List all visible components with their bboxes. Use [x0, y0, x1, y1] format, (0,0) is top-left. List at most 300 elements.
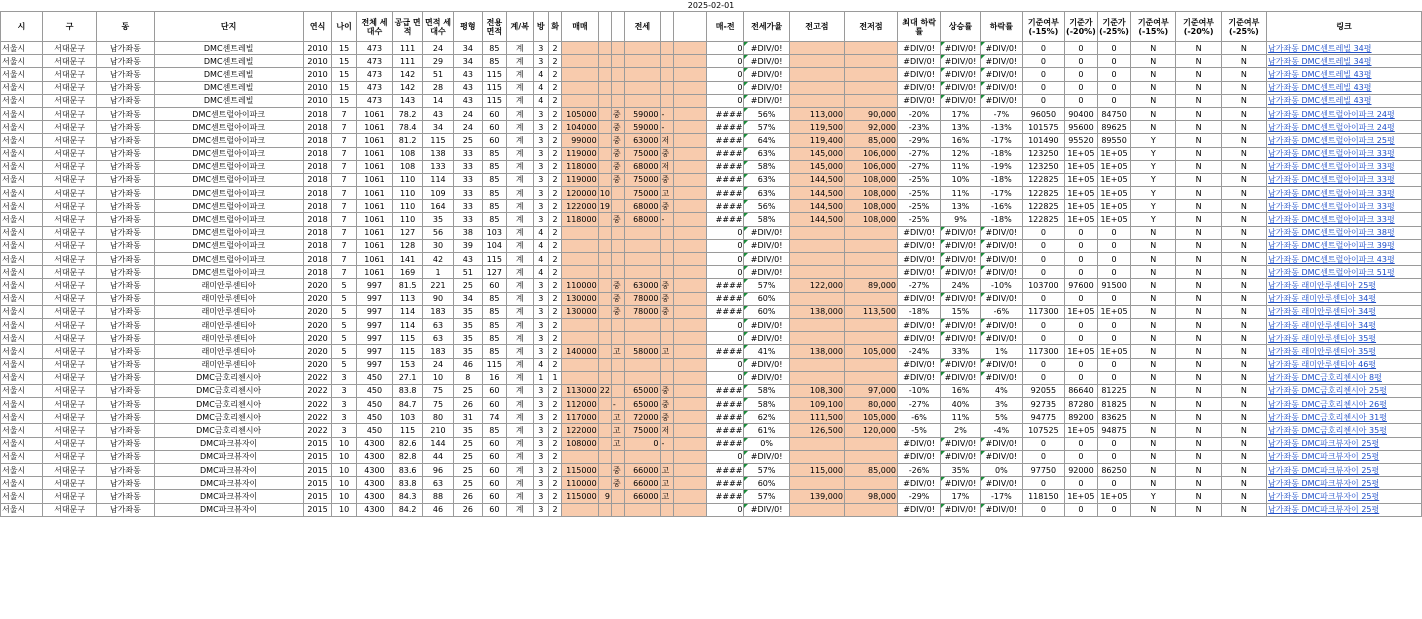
cell-type[interactable]: 계	[506, 437, 533, 450]
cell-f25[interactable]: N	[1221, 213, 1266, 226]
cell-units[interactable]: 1061	[356, 226, 392, 239]
listing-link[interactable]: 남가좌동 DMC센트럴아이파크 33평	[1267, 187, 1422, 200]
cell-year[interactable]: 2020	[303, 292, 332, 305]
cell-gap[interactable]: ####	[706, 384, 744, 397]
cell-gu[interactable]: 서대문구	[42, 292, 96, 305]
cell-age[interactable]: 10	[332, 464, 356, 477]
cell-ratio[interactable]: 0%	[744, 437, 789, 450]
cell-low[interactable]	[845, 450, 898, 463]
cell-high[interactable]	[789, 292, 844, 305]
cell-low[interactable]: 98,000	[845, 490, 898, 503]
cell-dong[interactable]: 남가좌동	[97, 266, 154, 279]
cell-age[interactable]: 7	[332, 226, 356, 239]
cell-sale_tag[interactable]	[611, 490, 624, 503]
cell-high[interactable]	[789, 318, 844, 331]
cell-sale_floor[interactable]: 22	[598, 384, 611, 397]
cell-rise[interactable]: #DIV/0!	[941, 55, 981, 68]
cell-drop[interactable]: 3%	[980, 398, 1022, 411]
cell-p20[interactable]: 0	[1064, 266, 1097, 279]
cell-rooms[interactable]: 3	[533, 398, 548, 411]
cell-low[interactable]	[845, 477, 898, 490]
cell-s15[interactable]: 122825	[1022, 200, 1064, 213]
cell-dong[interactable]: 남가좌동	[97, 411, 154, 424]
cell-si[interactable]: 서울시	[1, 503, 43, 516]
cell-jeonse[interactable]: 75000	[625, 187, 660, 200]
cell-f15[interactable]: N	[1131, 398, 1176, 411]
cell-year[interactable]: 2010	[303, 94, 332, 107]
cell-danji[interactable]: DMC금호리첸시아	[154, 371, 303, 384]
cell-p20[interactable]: 0	[1064, 292, 1097, 305]
cell-exclusive[interactable]: 85	[482, 42, 506, 55]
cell-baths[interactable]: 2	[548, 318, 561, 331]
cell-sale_tag[interactable]	[611, 384, 624, 397]
cell-type[interactable]: 계	[506, 173, 533, 186]
cell-age[interactable]: 15	[332, 94, 356, 107]
cell-type[interactable]: 계	[506, 160, 533, 173]
cell-si[interactable]: 서울시	[1, 398, 43, 411]
column-header-baths[interactable]: 화	[548, 12, 561, 42]
cell-f25[interactable]: N	[1221, 134, 1266, 147]
column-header-type[interactable]: 계/복	[506, 12, 533, 42]
cell-low[interactable]	[845, 503, 898, 516]
cell-f20[interactable]: N	[1176, 173, 1221, 186]
cell-low[interactable]	[845, 358, 898, 371]
cell-maxdrop[interactable]: #DIV/0!	[898, 68, 941, 81]
cell-s15[interactable]: 0	[1022, 450, 1064, 463]
listing-link[interactable]: 남가좌동 래미안루센티아 34평	[1267, 318, 1422, 331]
cell-low[interactable]	[845, 253, 898, 266]
cell-type[interactable]: 계	[506, 94, 533, 107]
cell-p20[interactable]: 0	[1064, 81, 1097, 94]
cell-f25[interactable]: N	[1221, 55, 1266, 68]
cell-dong[interactable]: 남가좌동	[97, 503, 154, 516]
cell-low[interactable]	[845, 239, 898, 252]
cell-area_units[interactable]: 28	[423, 81, 454, 94]
cell-sale[interactable]: 117000	[562, 411, 598, 424]
cell-s15[interactable]: 123250	[1022, 147, 1064, 160]
cell-rooms[interactable]: 3	[533, 305, 548, 318]
cell-drop[interactable]: -13%	[980, 121, 1022, 134]
cell-high[interactable]	[789, 239, 844, 252]
cell-pyeong[interactable]: 25	[453, 477, 482, 490]
cell-f15[interactable]: N	[1131, 81, 1176, 94]
cell-ratio[interactable]: 56%	[744, 107, 789, 120]
cell-drop[interactable]: -19%	[980, 160, 1022, 173]
cell-blank[interactable]	[673, 68, 706, 81]
cell-type[interactable]: 계	[506, 384, 533, 397]
cell-age[interactable]: 7	[332, 266, 356, 279]
cell-danji[interactable]: 래미안루센티아	[154, 318, 303, 331]
cell-high[interactable]: 119,500	[789, 121, 844, 134]
cell-maxdrop[interactable]: #DIV/0!	[898, 437, 941, 450]
cell-age[interactable]: 3	[332, 384, 356, 397]
cell-jeonse[interactable]	[625, 42, 660, 55]
listing-link[interactable]: 남가좌동 DMC파크뷰자이 25평	[1267, 490, 1422, 503]
cell-area_units[interactable]: 43	[423, 107, 454, 120]
cell-rise[interactable]: 11%	[941, 187, 981, 200]
cell-si[interactable]: 서울시	[1, 147, 43, 160]
cell-low[interactable]: 85,000	[845, 464, 898, 477]
cell-p20[interactable]: 1E+05	[1064, 345, 1097, 358]
cell-dong[interactable]: 남가좌동	[97, 187, 154, 200]
cell-rise[interactable]: #DIV/0!	[941, 292, 981, 305]
cell-year[interactable]: 2022	[303, 424, 332, 437]
cell-f20[interactable]: N	[1176, 437, 1221, 450]
cell-gu[interactable]: 서대문구	[42, 200, 96, 213]
cell-f20[interactable]: N	[1176, 398, 1221, 411]
cell-gu[interactable]: 서대문구	[42, 305, 96, 318]
cell-gu[interactable]: 서대문구	[42, 424, 96, 437]
cell-si[interactable]: 서울시	[1, 173, 43, 186]
cell-gu[interactable]: 서대문구	[42, 68, 96, 81]
cell-area_units[interactable]: 164	[423, 200, 454, 213]
cell-f20[interactable]: N	[1176, 305, 1221, 318]
cell-sale_tag[interactable]: 중	[611, 107, 624, 120]
cell-f25[interactable]: N	[1221, 292, 1266, 305]
cell-sale_floor[interactable]	[598, 173, 611, 186]
cell-drop[interactable]: -16%	[980, 200, 1022, 213]
cell-age[interactable]: 7	[332, 121, 356, 134]
cell-si[interactable]: 서울시	[1, 477, 43, 490]
cell-baths[interactable]: 2	[548, 411, 561, 424]
cell-maxdrop[interactable]: #DIV/0!	[898, 371, 941, 384]
cell-f20[interactable]: N	[1176, 345, 1221, 358]
cell-p25[interactable]: 84750	[1098, 107, 1131, 120]
listing-link[interactable]: 남가좌동 래미안루센티아 34평	[1267, 292, 1422, 305]
cell-jeonse_tag[interactable]: -	[660, 121, 673, 134]
cell-year[interactable]: 2018	[303, 226, 332, 239]
cell-units[interactable]: 997	[356, 332, 392, 345]
cell-gu[interactable]: 서대문구	[42, 332, 96, 345]
cell-jeonse[interactable]	[625, 226, 660, 239]
cell-low[interactable]	[845, 292, 898, 305]
cell-ratio[interactable]: #DIV/0!	[744, 503, 789, 516]
cell-ratio[interactable]: #DIV/0!	[744, 68, 789, 81]
cell-year[interactable]: 2010	[303, 68, 332, 81]
cell-exclusive[interactable]: 115	[482, 68, 506, 81]
cell-sale_tag[interactable]: 고	[611, 437, 624, 450]
cell-f25[interactable]: N	[1221, 464, 1266, 477]
cell-low[interactable]	[845, 226, 898, 239]
cell-s15[interactable]: 101575	[1022, 121, 1064, 134]
cell-sale[interactable]: 118000	[562, 213, 598, 226]
cell-s15[interactable]: 92735	[1022, 398, 1064, 411]
cell-baths[interactable]: 2	[548, 134, 561, 147]
cell-sale_floor[interactable]	[598, 450, 611, 463]
cell-ratio[interactable]: 63%	[744, 187, 789, 200]
cell-maxdrop[interactable]: #DIV/0!	[898, 503, 941, 516]
cell-sale_floor[interactable]	[598, 424, 611, 437]
cell-exclusive[interactable]: 127	[482, 266, 506, 279]
cell-sale_floor[interactable]	[598, 345, 611, 358]
cell-area_units[interactable]: 96	[423, 464, 454, 477]
cell-year[interactable]: 2018	[303, 213, 332, 226]
cell-area_units[interactable]: 24	[423, 42, 454, 55]
cell-danji[interactable]: DMC센트럴아이파크	[154, 187, 303, 200]
cell-p20[interactable]: 86640	[1064, 384, 1097, 397]
cell-exclusive[interactable]: 85	[482, 160, 506, 173]
cell-rise[interactable]: 17%	[941, 490, 981, 503]
cell-p25[interactable]: 0	[1098, 55, 1131, 68]
cell-year[interactable]: 2015	[303, 464, 332, 477]
cell-jeonse_tag[interactable]: 고	[660, 464, 673, 477]
cell-sale_floor[interactable]	[598, 332, 611, 345]
cell-high[interactable]: 139,000	[789, 490, 844, 503]
cell-low[interactable]	[845, 42, 898, 55]
cell-area_units[interactable]: 24	[423, 358, 454, 371]
cell-jeonse_tag[interactable]	[660, 332, 673, 345]
cell-maxdrop[interactable]: #DIV/0!	[898, 266, 941, 279]
cell-blank[interactable]	[673, 464, 706, 477]
cell-dong[interactable]: 남가좌동	[97, 94, 154, 107]
cell-gap[interactable]: ####	[706, 411, 744, 424]
cell-units[interactable]: 997	[356, 305, 392, 318]
cell-units[interactable]: 4300	[356, 464, 392, 477]
cell-dong[interactable]: 남가좌동	[97, 450, 154, 463]
cell-f20[interactable]: N	[1176, 424, 1221, 437]
cell-pyeong[interactable]: 33	[453, 160, 482, 173]
cell-sale_tag[interactable]	[611, 266, 624, 279]
cell-maxdrop[interactable]: #DIV/0!	[898, 358, 941, 371]
cell-supply[interactable]: 82.6	[393, 437, 423, 450]
cell-low[interactable]: 80,000	[845, 398, 898, 411]
cell-p25[interactable]: 0	[1098, 332, 1131, 345]
cell-gap[interactable]: ####	[706, 173, 744, 186]
cell-jeonse_tag[interactable]: 저	[660, 134, 673, 147]
listing-link[interactable]: 남가좌동 DMC센트럴아이파크 51평	[1267, 266, 1422, 279]
listing-link[interactable]: 남가좌동 DMC센트레빌 43평	[1267, 81, 1422, 94]
cell-p25[interactable]: 0	[1098, 477, 1131, 490]
cell-f25[interactable]: N	[1221, 424, 1266, 437]
cell-baths[interactable]: 2	[548, 464, 561, 477]
column-header-ratio[interactable]: 전세가율	[744, 12, 789, 42]
cell-high[interactable]: 145,000	[789, 160, 844, 173]
listing-link[interactable]: 남가좌동 DMC센트럴아이파크 24평	[1267, 121, 1422, 134]
cell-low[interactable]: 108,000	[845, 173, 898, 186]
cell-rooms[interactable]: 4	[533, 358, 548, 371]
cell-maxdrop[interactable]: -24%	[898, 345, 941, 358]
cell-s15[interactable]: 122825	[1022, 173, 1064, 186]
cell-baths[interactable]: 2	[548, 187, 561, 200]
cell-sale_floor[interactable]	[598, 411, 611, 424]
cell-jeonse_tag[interactable]: 중	[660, 147, 673, 160]
cell-year[interactable]: 2020	[303, 358, 332, 371]
cell-f15[interactable]: Y	[1131, 134, 1176, 147]
cell-drop[interactable]: -7%	[980, 107, 1022, 120]
cell-ratio[interactable]: 62%	[744, 411, 789, 424]
cell-supply[interactable]: 111	[393, 42, 423, 55]
cell-pyeong[interactable]: 33	[453, 187, 482, 200]
cell-rise[interactable]: 12%	[941, 147, 981, 160]
listing-link[interactable]: 남가좌동 래미안루센티아 25평	[1267, 279, 1422, 292]
cell-ratio[interactable]: #DIV/0!	[744, 226, 789, 239]
cell-blank[interactable]	[673, 42, 706, 55]
cell-sale_tag[interactable]	[611, 81, 624, 94]
cell-year[interactable]: 2020	[303, 279, 332, 292]
cell-f15[interactable]: N	[1131, 266, 1176, 279]
cell-units[interactable]: 473	[356, 94, 392, 107]
column-header-f20[interactable]: 기준여부 (-20%)	[1176, 12, 1221, 42]
cell-high[interactable]	[789, 266, 844, 279]
cell-sale_floor[interactable]	[598, 81, 611, 94]
cell-baths[interactable]: 2	[548, 398, 561, 411]
cell-si[interactable]: 서울시	[1, 305, 43, 318]
cell-jeonse_tag[interactable]	[660, 42, 673, 55]
cell-dong[interactable]: 남가좌동	[97, 173, 154, 186]
cell-age[interactable]: 15	[332, 55, 356, 68]
column-header-drop[interactable]: 하락률	[980, 12, 1022, 42]
cell-supply[interactable]: 83.8	[393, 477, 423, 490]
cell-p20[interactable]: 92000	[1064, 464, 1097, 477]
cell-s15[interactable]: 101490	[1022, 134, 1064, 147]
cell-jeonse[interactable]: 75000	[625, 424, 660, 437]
cell-units[interactable]: 997	[356, 279, 392, 292]
cell-jeonse[interactable]: 78000	[625, 305, 660, 318]
cell-jeonse[interactable]	[625, 371, 660, 384]
cell-year[interactable]: 2015	[303, 490, 332, 503]
cell-danji[interactable]: DMC센트럴아이파크	[154, 107, 303, 120]
cell-age[interactable]: 5	[332, 279, 356, 292]
cell-units[interactable]: 1061	[356, 147, 392, 160]
cell-area_units[interactable]: 63	[423, 318, 454, 331]
cell-p25[interactable]: 1E+05	[1098, 305, 1131, 318]
cell-blank[interactable]	[673, 239, 706, 252]
cell-blank[interactable]	[673, 266, 706, 279]
cell-sale_tag[interactable]	[611, 503, 624, 516]
cell-baths[interactable]: 2	[548, 55, 561, 68]
cell-jeonse_tag[interactable]	[660, 239, 673, 252]
cell-high[interactable]	[789, 358, 844, 371]
cell-sale[interactable]	[562, 503, 598, 516]
cell-p25[interactable]: 1E+05	[1098, 160, 1131, 173]
cell-units[interactable]: 1061	[356, 160, 392, 173]
cell-s15[interactable]: 0	[1022, 318, 1064, 331]
cell-year[interactable]: 2018	[303, 200, 332, 213]
cell-supply[interactable]: 114	[393, 318, 423, 331]
cell-jeonse_tag[interactable]: -	[660, 107, 673, 120]
cell-f25[interactable]: N	[1221, 68, 1266, 81]
cell-jeonse[interactable]	[625, 318, 660, 331]
cell-ratio[interactable]: 56%	[744, 200, 789, 213]
cell-gap[interactable]: ####	[706, 134, 744, 147]
cell-drop[interactable]: -17%	[980, 490, 1022, 503]
cell-p25[interactable]: 0	[1098, 318, 1131, 331]
cell-rooms[interactable]: 4	[533, 94, 548, 107]
cell-si[interactable]: 서울시	[1, 279, 43, 292]
cell-maxdrop[interactable]: -5%	[898, 424, 941, 437]
cell-high[interactable]	[789, 226, 844, 239]
cell-gu[interactable]: 서대문구	[42, 318, 96, 331]
cell-sale_tag[interactable]: 중	[611, 477, 624, 490]
cell-sale_tag[interactable]	[611, 68, 624, 81]
cell-si[interactable]: 서울시	[1, 68, 43, 81]
cell-age[interactable]: 10	[332, 450, 356, 463]
cell-danji[interactable]: DMC금호리첸시아	[154, 411, 303, 424]
cell-year[interactable]: 2010	[303, 81, 332, 94]
cell-type[interactable]: 계	[506, 107, 533, 120]
cell-high[interactable]: 115,000	[789, 464, 844, 477]
cell-p25[interactable]: 1E+05	[1098, 490, 1131, 503]
cell-gu[interactable]: 서대문구	[42, 398, 96, 411]
listing-link[interactable]: 남가좌동 DMC센트럴아이파크 39평	[1267, 239, 1422, 252]
cell-age[interactable]: 7	[332, 134, 356, 147]
cell-units[interactable]: 4300	[356, 450, 392, 463]
cell-supply[interactable]: 27.1	[393, 371, 423, 384]
cell-jeonse[interactable]: 58000	[625, 345, 660, 358]
cell-units[interactable]: 1061	[356, 121, 392, 134]
cell-pyeong[interactable]: 51	[453, 266, 482, 279]
cell-maxdrop[interactable]: -25%	[898, 213, 941, 226]
listing-link[interactable]: 남가좌동 DMC금호리첸시아 25평	[1267, 384, 1422, 397]
cell-jeonse_tag[interactable]: 중	[660, 384, 673, 397]
cell-blank[interactable]	[673, 411, 706, 424]
cell-sale_tag[interactable]	[611, 253, 624, 266]
cell-rise[interactable]: #DIV/0!	[941, 42, 981, 55]
cell-f15[interactable]: N	[1131, 424, 1176, 437]
cell-supply[interactable]: 103	[393, 411, 423, 424]
cell-gu[interactable]: 서대문구	[42, 213, 96, 226]
cell-f25[interactable]: N	[1221, 42, 1266, 55]
cell-age[interactable]: 5	[332, 358, 356, 371]
cell-pyeong[interactable]: 35	[453, 318, 482, 331]
column-header-f15[interactable]: 기준여부 (-15%)	[1131, 12, 1176, 42]
cell-supply[interactable]: 143	[393, 94, 423, 107]
cell-drop[interactable]: -18%	[980, 173, 1022, 186]
cell-exclusive[interactable]: 74	[482, 411, 506, 424]
cell-gu[interactable]: 서대문구	[42, 450, 96, 463]
cell-jeonse[interactable]	[625, 266, 660, 279]
cell-sale_tag[interactable]: 중	[611, 160, 624, 173]
cell-year[interactable]: 2018	[303, 239, 332, 252]
cell-pyeong[interactable]: 35	[453, 424, 482, 437]
cell-s15[interactable]: 0	[1022, 55, 1064, 68]
cell-exclusive[interactable]: 85	[482, 318, 506, 331]
cell-sale_tag[interactable]	[611, 226, 624, 239]
cell-ratio[interactable]: #DIV/0!	[744, 239, 789, 252]
cell-age[interactable]: 5	[332, 332, 356, 345]
cell-jeonse[interactable]: 65000	[625, 384, 660, 397]
cell-sale[interactable]	[562, 81, 598, 94]
cell-blank[interactable]	[673, 345, 706, 358]
cell-gap[interactable]: 0	[706, 55, 744, 68]
cell-p20[interactable]: 0	[1064, 358, 1097, 371]
cell-year[interactable]: 2015	[303, 477, 332, 490]
cell-p25[interactable]: 0	[1098, 266, 1131, 279]
cell-supply[interactable]: 78.2	[393, 107, 423, 120]
cell-ratio[interactable]: 63%	[744, 173, 789, 186]
cell-supply[interactable]: 142	[393, 68, 423, 81]
cell-p25[interactable]: 91500	[1098, 279, 1131, 292]
cell-rise[interactable]: #DIV/0!	[941, 477, 981, 490]
cell-p20[interactable]: 95600	[1064, 121, 1097, 134]
cell-pyeong[interactable]: 35	[453, 332, 482, 345]
cell-sale[interactable]: 108000	[562, 437, 598, 450]
cell-gap[interactable]: 0	[706, 332, 744, 345]
cell-supply[interactable]: 110	[393, 213, 423, 226]
cell-rise[interactable]: 13%	[941, 200, 981, 213]
cell-rooms[interactable]: 3	[533, 121, 548, 134]
cell-exclusive[interactable]: 60	[482, 450, 506, 463]
cell-year[interactable]: 2022	[303, 371, 332, 384]
cell-blank[interactable]	[673, 424, 706, 437]
cell-jeonse_tag[interactable]	[660, 68, 673, 81]
cell-gap[interactable]: ####	[706, 424, 744, 437]
cell-rooms[interactable]: 3	[533, 450, 548, 463]
cell-rooms[interactable]: 3	[533, 42, 548, 55]
cell-rise[interactable]: 17%	[941, 107, 981, 120]
cell-age[interactable]: 3	[332, 398, 356, 411]
cell-ratio[interactable]: 58%	[744, 398, 789, 411]
